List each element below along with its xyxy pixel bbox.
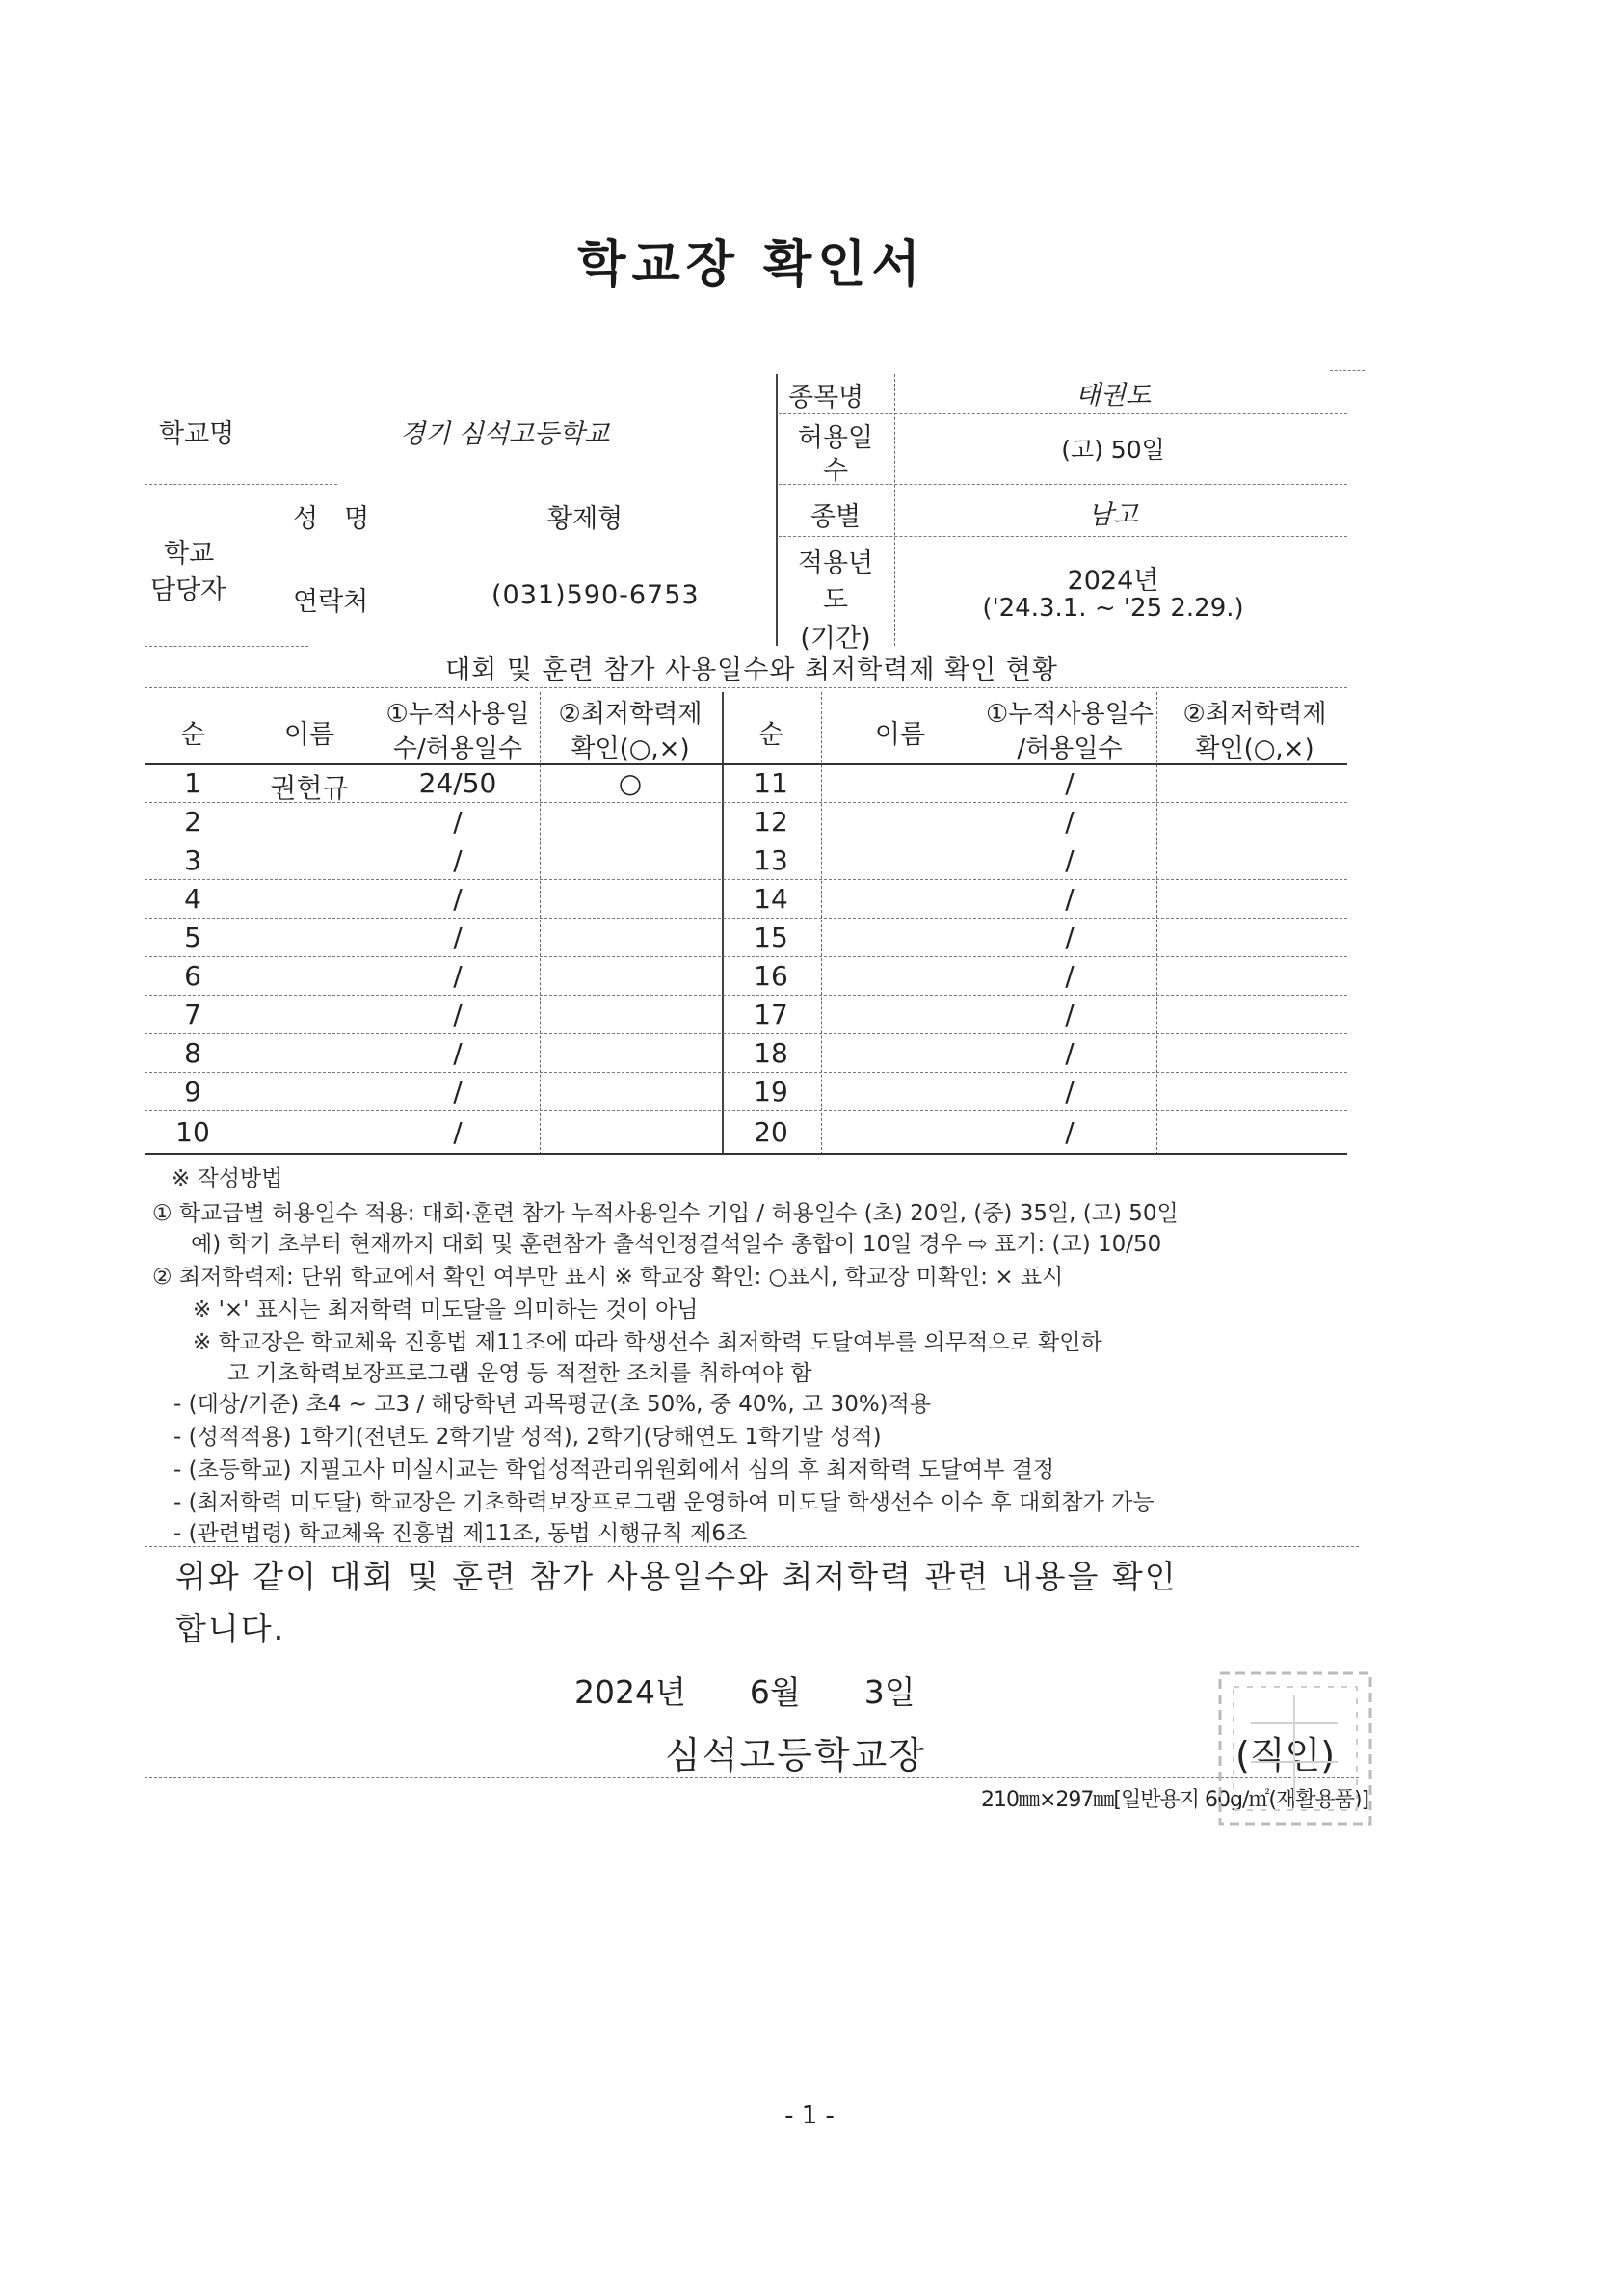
confirm-text: 위와 같이 대회 및 훈련 참가 사용일수와 최저학력 관련 내용을 확인 — [175, 1558, 1178, 1595]
row-days: / — [453, 1116, 463, 1148]
column-rule — [821, 692, 822, 1155]
row-days: / — [1065, 806, 1075, 838]
row-name: 권현규 — [270, 772, 349, 804]
person-name-label: 성 명 — [293, 504, 370, 534]
info-rule — [779, 536, 1347, 537]
row-rule — [145, 763, 1347, 765]
header-min: ②최저학력제 — [558, 700, 703, 729]
row-no: 12 — [754, 806, 788, 838]
allowed-days-label: 허용일 — [797, 423, 874, 453]
year-label-3: (기간) — [800, 624, 871, 654]
row-check: ○ — [618, 767, 643, 799]
year-label-2: 도 — [822, 585, 849, 615]
row-no: 11 — [754, 767, 788, 799]
row-days: 24/50 — [418, 767, 497, 799]
seal-label: (직인) — [1235, 1734, 1336, 1776]
note-detail: - (관련법령) 학교체육 진흥법 제11조, 동법 시행규칙 제6조 — [173, 1521, 748, 1546]
row-days: / — [453, 844, 463, 876]
row-no: 4 — [184, 883, 201, 915]
row-no: 16 — [754, 960, 788, 992]
gender-value: 남고 — [1087, 500, 1139, 530]
row-no: 2 — [184, 806, 201, 838]
row-no: 1 — [184, 767, 201, 799]
row-no: 19 — [754, 1076, 788, 1108]
row-days: / — [1065, 1037, 1075, 1069]
school-name-label: 학교명 — [159, 419, 235, 449]
note-2-c: 고 기초학력보장프로그램 운영 등 적절한 조치를 취하여야 함 — [227, 1361, 812, 1386]
allowed-days-value: (고) 50일 — [1061, 436, 1165, 464]
sport-label: 종목명 — [788, 383, 864, 413]
row-days: / — [1065, 921, 1075, 953]
row-days: / — [1065, 960, 1075, 992]
row-days: / — [453, 1037, 463, 1069]
school-name-value: 경기 심석고등학교 — [400, 419, 610, 449]
note-1: ① 학교급별 허용일수 적용: 대회·훈련 참가 누적사용일수 기입 / 허용일수 (초) 20일, (중) 35일, (고) 50일 — [152, 1201, 1179, 1226]
sport-value: 태권도 — [1075, 381, 1152, 411]
note-1-example: 예) 학기 초부터 현재까지 대회 및 훈련참가 출석인정결석일수 총합이 10일 경우 ⇨ 표기: (고) 10/50 — [191, 1232, 1162, 1257]
row-rule — [145, 1033, 1347, 1034]
header-name: 이름 — [283, 720, 335, 750]
confirm-text-2: 합니다. — [175, 1610, 286, 1647]
notes-bottom-rule — [145, 1546, 1359, 1547]
table-title: 대회 및 훈련 참가 사용일수와 최저학력제 확인 현황 — [445, 655, 1058, 685]
row-days: / — [1065, 767, 1075, 799]
row-days: / — [453, 883, 463, 915]
page-number: - 1 - — [784, 2101, 835, 2130]
header-min-right-2: 확인(○,×) — [1195, 734, 1314, 763]
person-name-value: 황제형 — [547, 504, 624, 534]
row-days: / — [1065, 883, 1075, 915]
year-label: 적용년 — [797, 548, 874, 578]
info-divider — [894, 374, 895, 646]
row-no: 9 — [184, 1076, 201, 1108]
row-days: / — [453, 921, 463, 953]
row-no: 14 — [754, 883, 788, 915]
corner-dash — [1330, 370, 1365, 371]
info-rule — [145, 484, 337, 485]
row-rule — [145, 1110, 1347, 1111]
official-seal-icon — [1212, 1666, 1386, 1839]
row-days: / — [1065, 999, 1075, 1030]
row-no: 6 — [184, 960, 201, 992]
header-days-right: ①누적사용일수 — [985, 700, 1154, 729]
row-no: 7 — [184, 999, 201, 1030]
header-no-right: 순 — [757, 720, 784, 750]
row-days: / — [453, 999, 463, 1030]
row-no: 10 — [175, 1116, 210, 1148]
row-rule — [145, 1072, 1347, 1073]
row-days: / — [453, 806, 463, 838]
principal-title: 심석고등학교장 — [665, 1734, 926, 1776]
manager-label: 학교 — [164, 539, 215, 569]
row-no: 5 — [184, 921, 201, 953]
info-divider — [776, 374, 778, 646]
gender-label: 종별 — [810, 502, 862, 532]
row-rule — [145, 956, 1347, 957]
paper-spec: 210㎜×297㎜[일반용지 60g/㎡(재활용품)] — [981, 1788, 1369, 1812]
year-value: 2024년 — [1067, 566, 1159, 596]
row-rule-bottom — [145, 1153, 1347, 1155]
row-rule — [145, 879, 1347, 880]
row-days: / — [1065, 844, 1075, 876]
row-no: 8 — [184, 1037, 201, 1069]
row-rule — [145, 918, 1347, 919]
info-rule — [145, 646, 308, 647]
note-2: ② 최저학력제: 단위 학교에서 확인 여부만 표시 ※ 학교장 확인: ○표시, 학교장 미확인: × 표시 — [152, 1265, 1064, 1290]
note-detail: - (성적적용) 1학기(전년도 2학기말 성적), 2학기(당해연도 1학기말 성적) — [173, 1425, 882, 1450]
header-no: 순 — [179, 720, 206, 750]
row-days: / — [1065, 1076, 1075, 1108]
header-name-right: 이름 — [874, 720, 926, 750]
note-2-b: ※ 학교장은 학교체육 진흥법 제11조에 따라 학생선수 최저학력 도달여부를 의무적으로 확인하 — [193, 1330, 1102, 1355]
row-no: 15 — [754, 921, 788, 953]
note-detail: - (최저학력 미도달) 학교장은 기초학력보장프로그램 운영하여 미도달 학생선수 이수 후 대회참가 가능 — [173, 1490, 1155, 1515]
contact-value: (031)590-6753 — [491, 580, 700, 610]
row-rule — [145, 995, 1347, 996]
row-days: / — [453, 1076, 463, 1108]
header-days-right-2: /허용일수 — [1017, 734, 1123, 763]
header-min-right: ②최저학력제 — [1182, 700, 1327, 729]
manager-label-2: 담당자 — [150, 575, 226, 605]
header-min-2: 확인(○,×) — [571, 734, 690, 763]
allowed-days-label-2: 수 — [822, 456, 849, 486]
notes-heading: ※ 작성방법 — [172, 1166, 283, 1191]
document-title: 학교장 확인서 — [577, 236, 926, 294]
header-days: ①누적사용일 — [385, 700, 530, 729]
header-days-2: 수/허용일수 — [392, 734, 523, 763]
row-days: / — [453, 960, 463, 992]
table-header-top — [145, 687, 1347, 688]
confirm-date: 2024년 6월 3일 — [574, 1673, 916, 1711]
row-days: / — [1065, 1116, 1075, 1148]
note-detail: - (초등학교) 지필고사 미실시교는 학업성적관리위원회에서 심의 후 최저학력 도달여부 결정 — [173, 1457, 1055, 1482]
row-no: 20 — [754, 1116, 788, 1148]
confirm-rule — [145, 1777, 1359, 1778]
note-detail: - (대상/기준) 초4 ~ 고3 / 해당학년 과목평균(초 50%, 중 40%, 고 30%)적용 — [173, 1392, 932, 1417]
period-value: ('24.3.1. ~ '25 2.29.) — [982, 594, 1244, 623]
row-no: 17 — [754, 999, 788, 1030]
row-no: 18 — [754, 1037, 788, 1069]
column-rule-center — [722, 692, 724, 1155]
contact-label: 연락처 — [293, 587, 369, 617]
row-no: 3 — [184, 844, 201, 876]
note-2-a: ※ '×' 표시는 최저학력 미도달을 의미하는 것이 아님 — [193, 1297, 699, 1322]
row-no: 13 — [754, 844, 788, 876]
